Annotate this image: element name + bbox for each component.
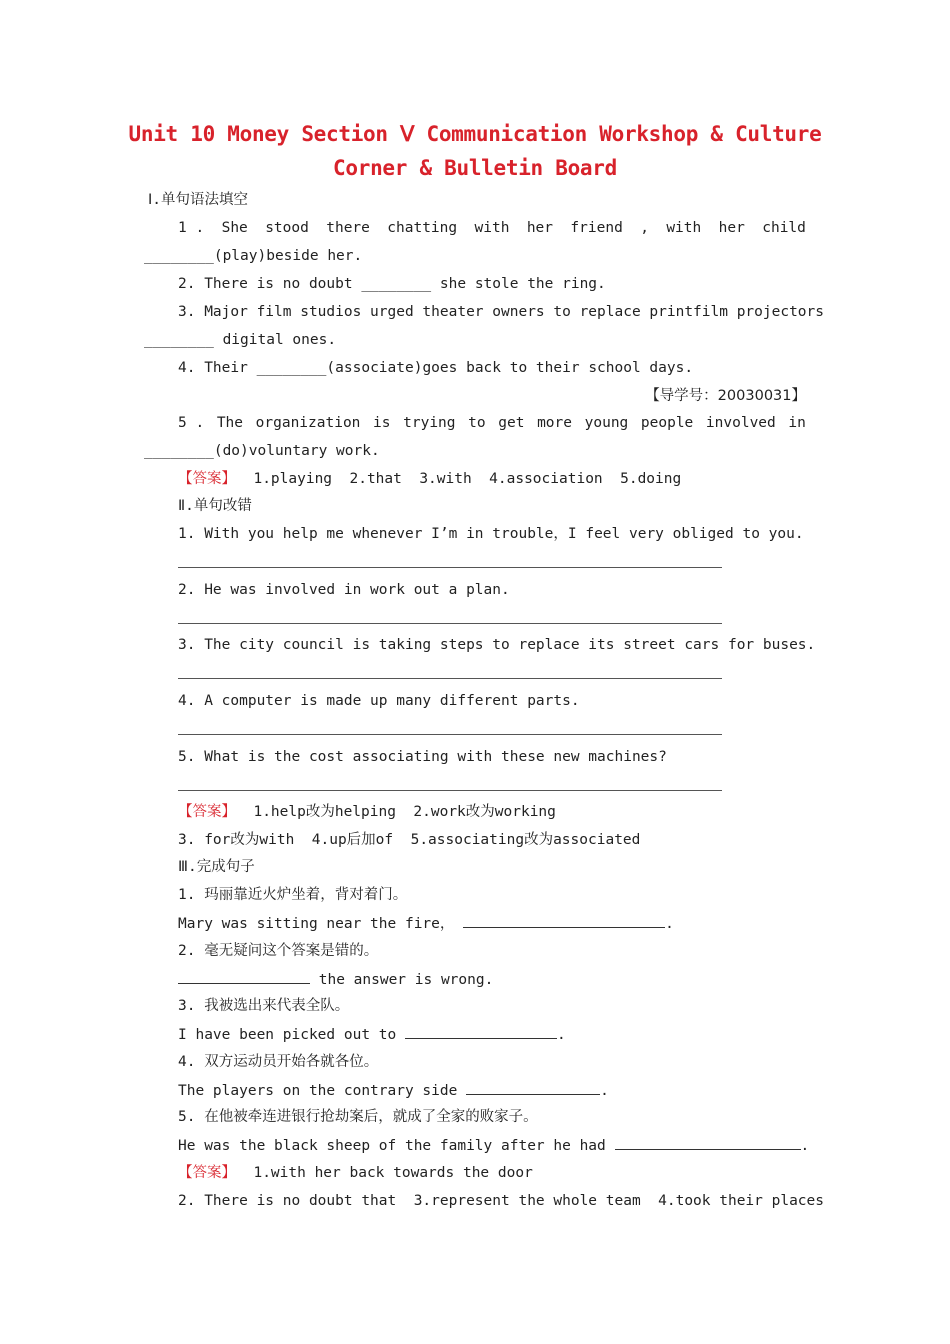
answer-line bbox=[178, 567, 722, 568]
answer-tag: 【答案】 bbox=[178, 804, 236, 820]
word: 5 . bbox=[178, 415, 205, 431]
word: involved bbox=[705, 415, 776, 431]
s3-q3-en: I have been picked out to . bbox=[178, 1024, 566, 1045]
answer-blank bbox=[463, 913, 665, 928]
section-2-heading: Ⅱ.单句改错 bbox=[178, 498, 252, 514]
s3-q3-cn: 3. 我被选出来代表全队。 bbox=[178, 998, 350, 1014]
answer-tag: 【答案】 bbox=[178, 471, 236, 487]
answer-line bbox=[178, 790, 722, 791]
s3-q2-en: the answer is wrong. bbox=[178, 969, 493, 990]
s1-q4: 4. Their ________(associate)goes back to their school days. bbox=[178, 360, 694, 376]
answer-line bbox=[178, 623, 722, 624]
word: her bbox=[526, 220, 554, 236]
answer-blank bbox=[615, 1135, 801, 1150]
guide-number: 【导学号：20030031】 bbox=[645, 388, 806, 404]
s1-q1-line2: ________(play)beside her. bbox=[144, 248, 363, 264]
word: child bbox=[762, 220, 806, 236]
word: trying bbox=[403, 415, 456, 431]
word: The bbox=[216, 415, 244, 431]
title-line-2: Corner & Bulletin Board bbox=[333, 156, 617, 180]
s3-q4-cn: 4. 双方运动员开始各就各位。 bbox=[178, 1054, 379, 1070]
title-line-1: Unit 10 Money Section Ⅴ Communication Workshop & Culture bbox=[128, 122, 822, 146]
s2-item-2: 2. He was involved in work out a plan. bbox=[178, 582, 510, 598]
word: with bbox=[474, 220, 510, 236]
s2-answer-1: 【答案】 1.help改为helping 2.work改为working bbox=[178, 804, 556, 820]
s3-q4-en: The players on the contrary side . bbox=[178, 1080, 609, 1101]
answer-line bbox=[178, 734, 722, 735]
word: people bbox=[640, 415, 694, 431]
word: more bbox=[537, 415, 572, 431]
s3-q1-en: Mary was sitting near the fire， . bbox=[178, 913, 674, 934]
word: organization bbox=[255, 415, 361, 431]
s2-answer-2: 3. for改为with 4.up后加of 5.associating改为associated bbox=[178, 832, 641, 848]
answer-blank: ________ bbox=[144, 443, 214, 459]
answer-blank: ________ bbox=[144, 248, 214, 264]
answer-line bbox=[178, 678, 722, 679]
s1-q5-line2: ________(do)voluntary work. bbox=[144, 443, 380, 459]
s3-q2-cn: 2. 毫无疑问这个答案是错的。 bbox=[178, 943, 379, 959]
word: , bbox=[640, 220, 649, 236]
s2-item-5: 5. What is the cost associating with these new machines? bbox=[178, 749, 667, 765]
word: get bbox=[498, 415, 525, 431]
word: in bbox=[788, 415, 806, 431]
word: her bbox=[718, 220, 745, 236]
s1-q3-line2: ________ digital ones. bbox=[144, 332, 337, 348]
word: chatting bbox=[387, 220, 458, 236]
s1-q3-line1: 3. Major film studios urged theater owners to replace printfilm projectors bbox=[178, 304, 825, 320]
s3-q1-cn: 1. 玛丽靠近火炉坐着，背对着门。 bbox=[178, 887, 408, 903]
word: young bbox=[584, 415, 629, 431]
s1-q1-line1 bbox=[178, 218, 806, 238]
s2-item-1: 1. With you help me whenever I’m in trouble，I feel very obliged to you. bbox=[178, 526, 804, 542]
answer-blank bbox=[405, 1024, 557, 1039]
section-3-heading: Ⅲ.完成句子 bbox=[178, 859, 255, 875]
s2-item-4: 4. A computer is made up many different parts. bbox=[178, 693, 580, 709]
word: is bbox=[373, 415, 391, 431]
section-1-heading: Ⅰ.单句语法填空 bbox=[148, 192, 249, 208]
answer-tag: 【答案】 bbox=[178, 1165, 236, 1181]
answer-blank bbox=[466, 1080, 600, 1095]
answer-blank bbox=[178, 969, 310, 984]
s1-q5-line1 bbox=[178, 413, 806, 433]
s1-q2: 2. There is no doubt ________ she stole the ring. bbox=[178, 276, 606, 292]
word: there bbox=[326, 220, 370, 236]
word: to bbox=[468, 415, 486, 431]
s2-item-3: 3. The city council is taking steps to replace its street cars for buses. bbox=[178, 637, 816, 653]
answer-blank: ________ bbox=[361, 276, 432, 292]
s3-q5-cn: 5. 在他被牵连进银行抢劫案后，就成了全家的败家子。 bbox=[178, 1109, 538, 1125]
word: with bbox=[666, 220, 702, 236]
s1-answer: 【答案】 1.playing 2.that 3.with 4.association 5.doing bbox=[178, 471, 682, 487]
word: 1 . bbox=[178, 220, 205, 236]
s3-q5-en: He was the black sheep of the family after he had . bbox=[178, 1135, 809, 1156]
s3-answer-1: 【答案】 1.with her back towards the door bbox=[178, 1165, 533, 1181]
s3-answer-2: 2. There is no doubt that 3.represent the whole team 4.took their places bbox=[178, 1193, 825, 1209]
word: stood bbox=[265, 220, 309, 236]
answer-blank: ________ bbox=[144, 332, 214, 348]
word: She bbox=[221, 220, 248, 236]
answer-blank: ________ bbox=[256, 360, 327, 376]
word: friend bbox=[570, 220, 623, 236]
